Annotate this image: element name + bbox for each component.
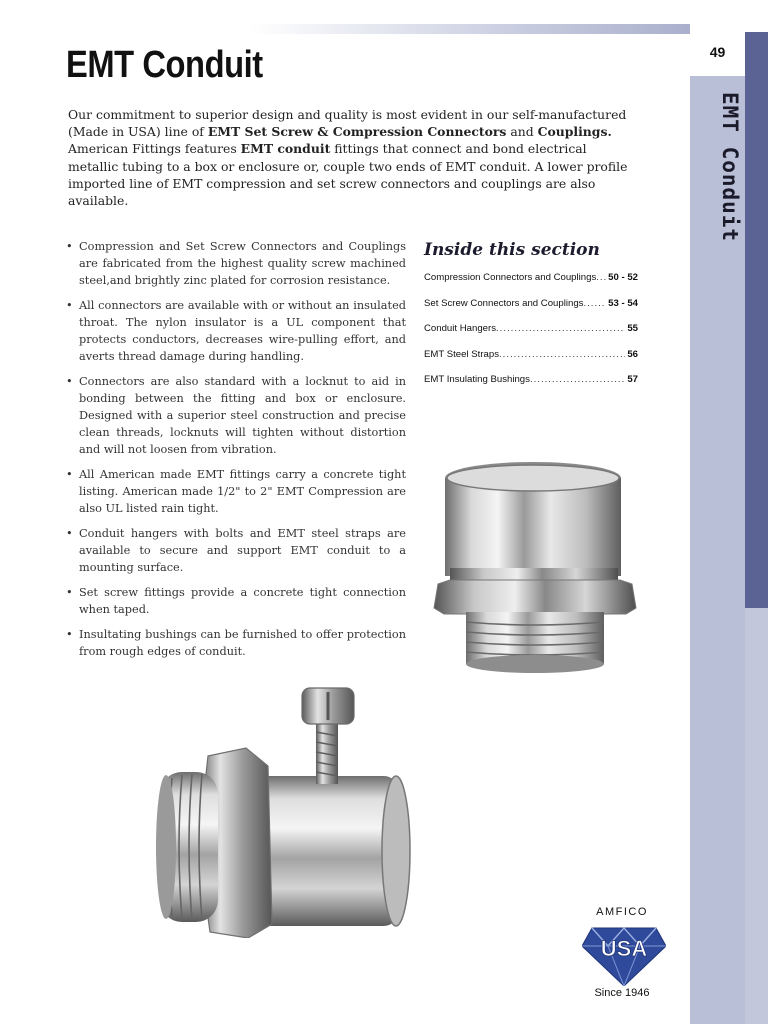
section-contents xyxy=(424,272,638,400)
feature-item: • All American made EMT fittings carry a concrete tight listing. American made 1/2" to 2" EMT Compression are also UL listed rain tight. xyxy=(66,466,406,517)
header-gradient-bar xyxy=(250,24,690,34)
toc-label: EMT Insulating Bushings xyxy=(424,374,530,386)
toc-page: 57 xyxy=(627,374,638,386)
side-section-title: EMT Conduit xyxy=(718,92,742,243)
intro-emphasis-couplings: Couplings. xyxy=(537,124,612,140)
feature-item: • Set screw fittings provide a concrete tight connection when taped. xyxy=(66,584,406,618)
page-title: EMT Conduit xyxy=(66,44,263,86)
feature-list xyxy=(66,238,406,668)
intro-paragraph: Our commitment to superior design and quality is most evident in our self-manufactured (Made in USA) line of EMT Set Screw & Compression Connectors and Couplings. American Fittings features EMT conduit fittings that connect and bond electrical metallic tubing to a box or enclosure or, couple two ends of EMT conduit. A lower profile imported line of EMT compression and set screw connectors and couplings are also available. xyxy=(68,107,628,209)
toc-page: 56 xyxy=(627,348,638,360)
toc-entry[interactable] xyxy=(424,323,638,349)
toc-entry[interactable] xyxy=(424,349,638,375)
toc-label: Set Screw Connectors and Couplings xyxy=(424,297,584,309)
feature-item: • Connectors are also standard with a locknut to aid in bonding between the fitting and box or enclosure. Designed with a superior steel construction and precise clean threads, locknuts will tighten without distortion and will not loosen from vibration. xyxy=(66,373,406,458)
feature-item: • Compression and Set Screw Connectors and Couplings are fabricated from the highest quality screw machined steel,and brightly zinc plated for corrosion resistance. xyxy=(66,238,406,289)
intro-emphasis-emt-conduit: EMT conduit xyxy=(240,141,331,157)
page-number: 49 xyxy=(709,44,726,60)
intro-emphasis-connectors: EMT Set Screw & Compression Connectors xyxy=(207,124,507,140)
toc-entry[interactable] xyxy=(424,272,638,298)
company-name: AMFICO xyxy=(596,906,648,918)
usa-diamond-logo xyxy=(582,922,666,986)
feature-item: • All connectors are available with or without an insulated throat. The nylon insulator is a UL component that protects conductors, decreases wire-pulling effort, and averts thread damage during handling. xyxy=(66,297,406,365)
logo-text: USA xyxy=(600,936,648,961)
toc-entry[interactable] xyxy=(424,374,638,400)
edge-strip-light xyxy=(745,608,768,1024)
toc-label: EMT Steel Straps xyxy=(424,348,500,360)
edge-strip-dark xyxy=(745,32,768,608)
inside-section-heading: Inside this section xyxy=(424,240,600,260)
feature-item: • Insultating bushings can be furnished to offer protection from rough edges of conduit. xyxy=(66,626,406,660)
toc-label: Conduit Hangers xyxy=(424,323,496,335)
since-year: Since 1946 xyxy=(594,987,650,999)
toc-entry[interactable] xyxy=(424,298,638,324)
toc-page: 50 - 52 xyxy=(608,272,638,283)
toc-page: 53 - 54 xyxy=(608,297,638,309)
feature-item: • Conduit hangers with bolts and EMT steel straps are available to secure and support EMT conduit to a mounting surface. xyxy=(66,525,406,576)
set-screw-connector-photo xyxy=(150,686,412,938)
toc-page: 55 xyxy=(627,323,638,335)
compression-connector-photo xyxy=(430,456,640,678)
toc-label: Compression Connectors and Couplings xyxy=(424,272,597,283)
